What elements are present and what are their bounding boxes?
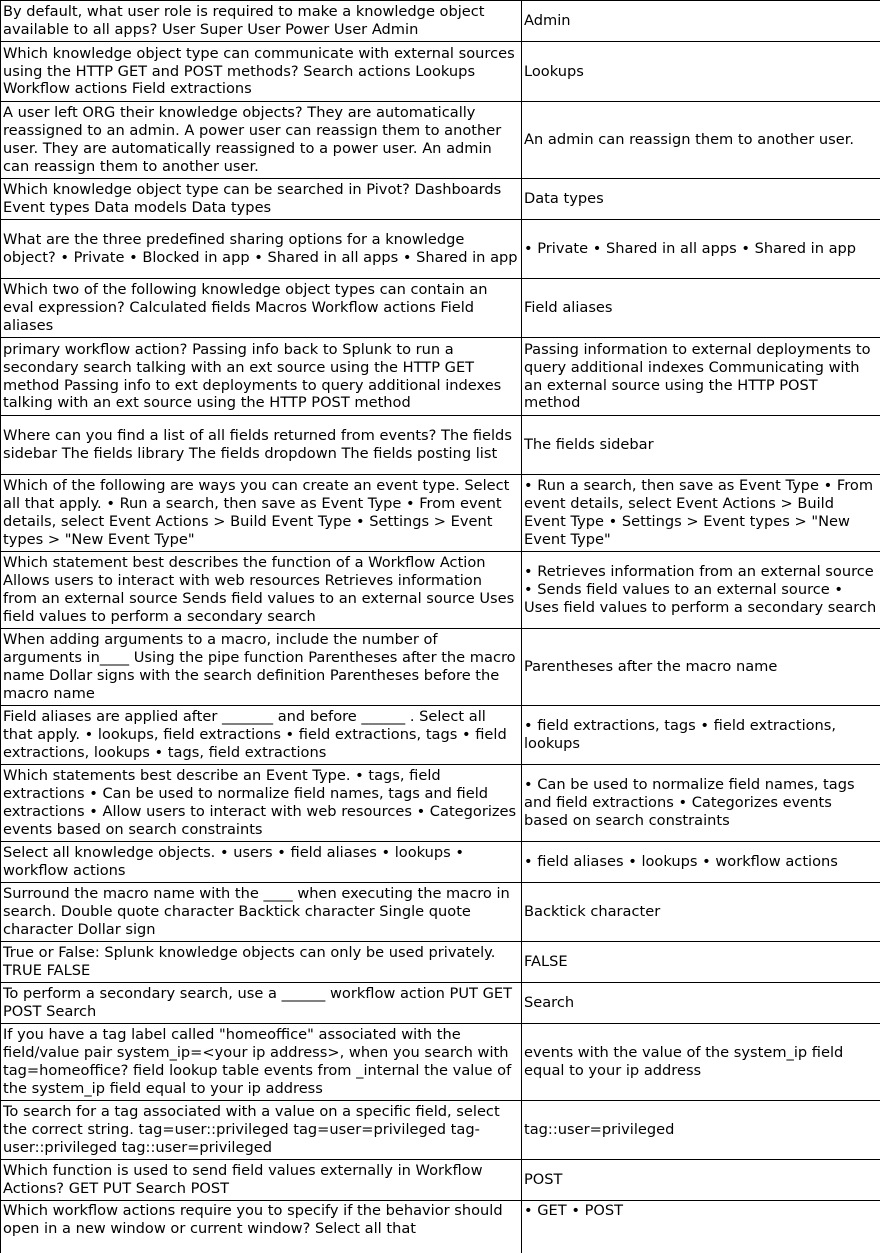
table-row (1, 765, 880, 842)
answer-cell: An admin can reassign them to another user. (522, 102, 880, 179)
table-row (1, 1, 880, 42)
table-row (1, 416, 880, 475)
answer-cell: Data types (522, 179, 880, 220)
question-cell: Surround the macro name with the ____ when executing the macro in search. Double quote character Backtick character Single quote character Dollar sign (1, 883, 522, 942)
question-cell: Which statements best describe an Event Type. • tags, field extractions • Can be used to normalize field names, tags and field extractions • Allow users to interact with web resources • Categorizes events based on search constraints (1, 765, 522, 842)
question-cell: When adding arguments to a macro, include the number of arguments in____ Using the pipe function Parentheses after the macro name Dollar signs with the search definition Parentheses before the macro name (1, 629, 522, 706)
table-row (1, 338, 880, 416)
answer-cell: Field aliases (522, 279, 880, 338)
answer-cell: Backtick character (522, 883, 880, 942)
answer-cell: POST (522, 1160, 880, 1201)
table-row (1, 1160, 880, 1201)
table-row (1, 279, 880, 338)
table-row (1, 1024, 880, 1101)
question-cell: Which of the following are ways you can create an event type. Select all that apply. • Run a search, then save as Event Type • From event details, select Event Actions > Build Event Type • Settings > Event types > "New Event Type" (1, 475, 522, 552)
question-cell: Where can you find a list of all fields returned from events? The fields sidebar The fields library The fields dropdown The fields posting list (1, 416, 522, 475)
table-row (1, 842, 880, 883)
table-row (1, 883, 880, 942)
question-cell: Which knowledge object type can be searched in Pivot? Dashboards Event types Data models Data types (1, 179, 522, 220)
question-cell: To perform a secondary search, use a ______ workflow action PUT GET POST Search (1, 983, 522, 1024)
answer-cell: FALSE (522, 942, 880, 983)
table-row (1, 220, 880, 279)
table-row (1, 102, 880, 179)
question-cell: Which knowledge object type can communicate with external sources using the HTTP GET and POST methods? Search actions Lookups Workflow actions Field extractions (1, 42, 522, 102)
question-cell: Which function is used to send field values externally in Workflow Actions? GET PUT Search POST (1, 1160, 522, 1201)
answer-cell: Admin (522, 1, 880, 42)
table-row (1, 706, 880, 765)
table-row (1, 629, 880, 706)
question-cell: What are the three predefined sharing options for a knowledge object? • Private • Blocked in app • Shared in all apps • Shared in app (1, 220, 522, 279)
table-row (1, 552, 880, 629)
question-cell: If you have a tag label called "homeoffice" associated with the field/value pair system_ip=<your ip address>, when you search with tag=homeoffice? field lookup table events from _internal the value of the system_ip field equal to your ip address (1, 1024, 522, 1101)
answer-cell: tag::user=privileged (522, 1101, 880, 1160)
answer-cell: • Run a search, then save as Event Type • From event details, select Event Actions > Build Event Type • Settings > Event types > "New Event Type" (522, 475, 880, 552)
question-cell: To search for a tag associated with a value on a specific field, select the correct string. tag=user::privileged tag=user=privileged tag-user::privileged tag::user=privileged (1, 1101, 522, 1160)
question-cell: Which two of the following knowledge object types can contain an eval expression? Calculated fields Macros Workflow actions Field aliases (1, 279, 522, 338)
answer-cell: • GET • POST (522, 1201, 880, 1253)
answer-cell: events with the value of the system_ip field equal to your ip address (522, 1024, 880, 1101)
question-cell: By default, what user role is required to make a knowledge object available to all apps? User Super User Power User Admin (1, 1, 522, 42)
question-cell: Select all knowledge objects. • users • field aliases • lookups • workflow actions (1, 842, 522, 883)
table-row (1, 179, 880, 220)
table-row (1, 42, 880, 102)
answer-cell: • field aliases • lookups • workflow actions (522, 842, 880, 883)
question-cell: Field aliases are applied after _______ and before ______ . Select all that apply. • lookups, field extractions • field extractions, tags • field extractions, lookups • tags, field extractions (1, 706, 522, 765)
table-row (1, 1101, 880, 1160)
table-row (1, 983, 880, 1024)
table-row (1, 475, 880, 552)
answer-cell: Passing information to external deployments to query additional indexes Communicating with an external source using the HTTP POST method (522, 338, 880, 416)
question-cell: primary workflow action? Passing info back to Splunk to run a secondary search talking with an ext source using the HTTP GET method Passing info to ext deployments to query additional indexes talking with an ext source using the HTTP POST method (1, 338, 522, 416)
question-cell: Which statement best describes the function of a Workflow Action Allows users to interact with web resources Retrieves information from an external source Sends field values to an external source Uses field values to perform a secondary search (1, 552, 522, 629)
answer-cell: • Private • Shared in all apps • Shared in app (522, 220, 880, 279)
question-cell: Which workflow actions require you to specify if the behavior should open in a new window or current window? Select all that (1, 1201, 522, 1253)
table-row (1, 942, 880, 983)
answer-cell: Search (522, 983, 880, 1024)
question-cell: A user left ORG their knowledge objects? They are automatically reassigned to an admin. A power user can reassign them to another user. They are automatically reassigned to a power user. An admin can reassign them to another user. (1, 102, 522, 179)
question-cell: True or False: Splunk knowledge objects can only be used privately. TRUE FALSE (1, 942, 522, 983)
answer-cell: Parentheses after the macro name (522, 629, 880, 706)
answer-cell: • Retrieves information from an external source • Sends field values to an external source • Uses field values to perform a secondary search (522, 552, 880, 629)
answer-cell: • Can be used to normalize field names, tags and field extractions • Categorizes events based on search constraints (522, 765, 880, 842)
answer-cell: The fields sidebar (522, 416, 880, 475)
answer-cell: • field extractions, tags • field extractions, lookups (522, 706, 880, 765)
answer-cell: Lookups (522, 42, 880, 102)
